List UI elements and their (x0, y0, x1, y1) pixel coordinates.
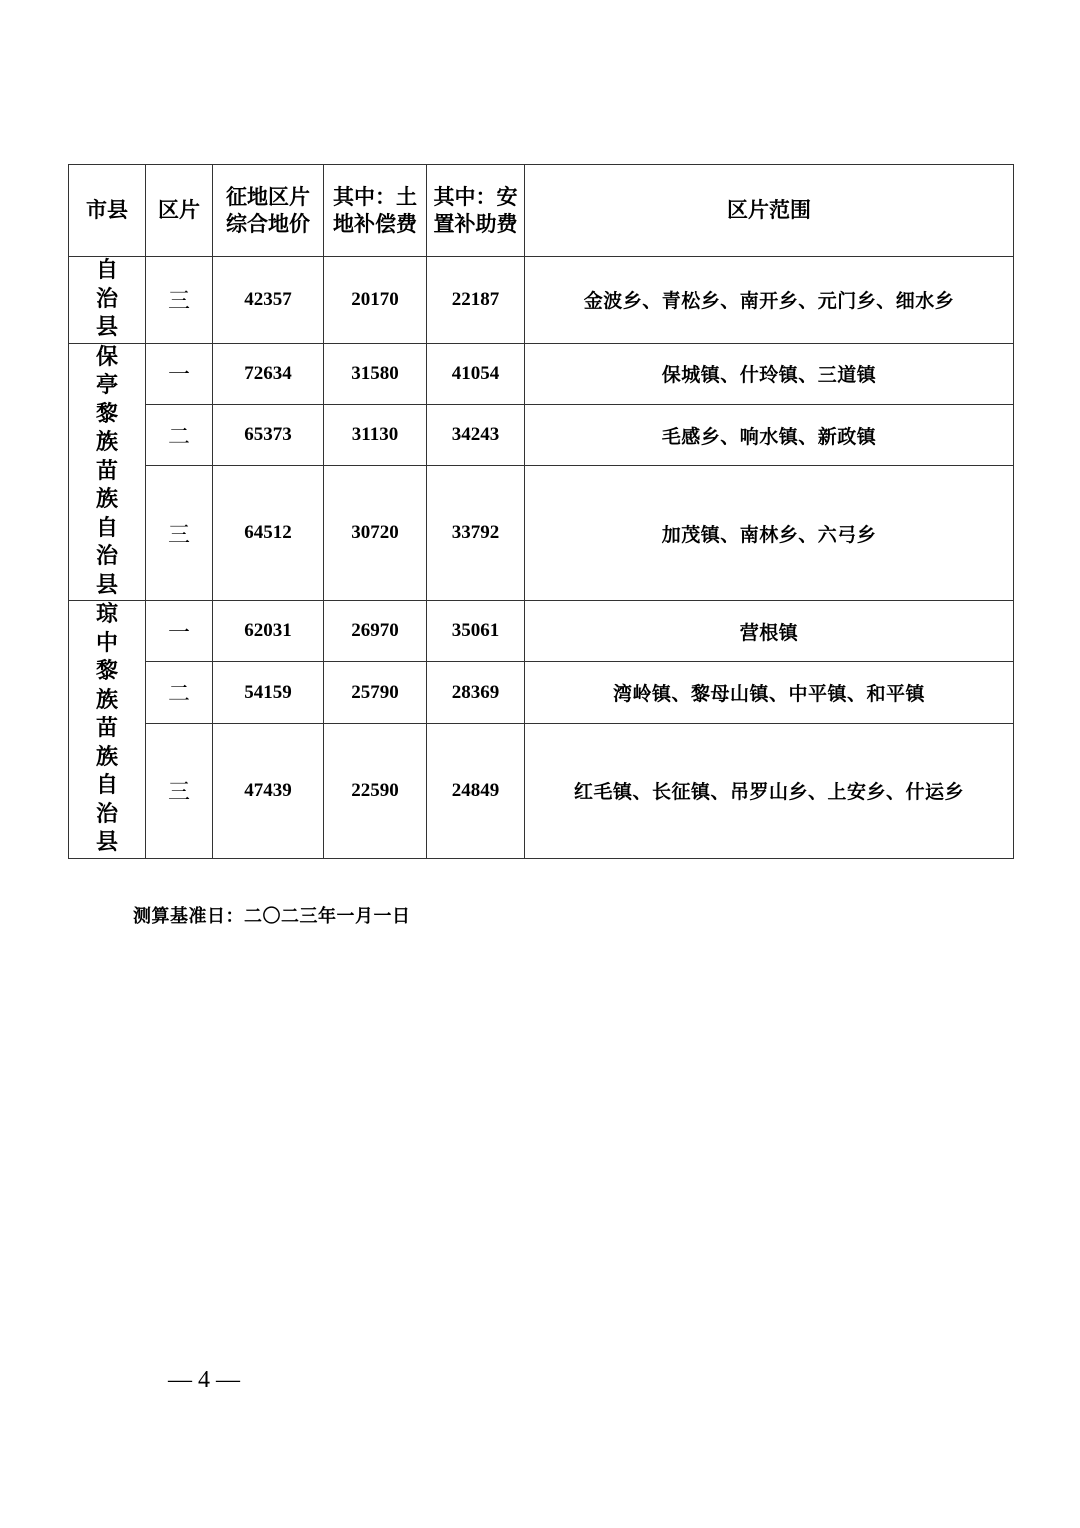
table-row (69, 466, 1014, 601)
zone-cell: 一 (146, 601, 213, 662)
price-cell: 72634 (213, 343, 324, 404)
header-county: 市县 (69, 165, 146, 257)
header-zone: 区片 (146, 165, 213, 257)
table-row (69, 404, 1014, 465)
range-cell: 保城镇、什玲镇、三道镇 (525, 343, 1014, 404)
zone-cell: 三 (146, 257, 213, 344)
resettle-cell: 41054 (427, 343, 525, 404)
county-cell: 自治县 (69, 257, 146, 344)
resettle-cell: 22187 (427, 257, 525, 344)
land-comp-cell: 30720 (324, 466, 427, 601)
land-comp-cell: 22590 (324, 723, 427, 858)
header-resettlement: 其中：安置补助费 (427, 165, 525, 257)
range-cell: 加茂镇、南林乡、六弓乡 (525, 466, 1014, 601)
resettle-cell: 34243 (427, 404, 525, 465)
resettle-cell: 24849 (427, 723, 525, 858)
land-comp-cell: 31130 (324, 404, 427, 465)
county-cell: 保亭黎族苗族自治县 (69, 343, 146, 601)
land-comp-cell: 25790 (324, 662, 427, 723)
county-cell: 琼中黎族苗族自治县 (69, 601, 146, 859)
resettle-cell: 28369 (427, 662, 525, 723)
table-row (69, 601, 1014, 662)
resettle-cell: 33792 (427, 466, 525, 601)
land-comp-cell: 26970 (324, 601, 427, 662)
table-row (69, 257, 1014, 344)
range-cell: 红毛镇、长征镇、吊罗山乡、上安乡、什运乡 (525, 723, 1014, 858)
zone-cell: 二 (146, 404, 213, 465)
price-cell: 65373 (213, 404, 324, 465)
land-comp-cell: 31580 (324, 343, 427, 404)
price-cell: 54159 (213, 662, 324, 723)
range-cell: 湾岭镇、黎母山镇、中平镇、和平镇 (525, 662, 1014, 723)
zone-cell: 二 (146, 662, 213, 723)
header-row (69, 165, 1014, 257)
price-cell: 42357 (213, 257, 324, 344)
resettle-cell: 35061 (427, 601, 525, 662)
base-date-note: 测算基准日：二〇二三年一月一日 (133, 906, 411, 927)
table-row (69, 662, 1014, 723)
range-cell: 毛感乡、响水镇、新政镇 (525, 404, 1014, 465)
header-land-compensation: 其中：土地补偿费 (324, 165, 427, 257)
table-row (69, 723, 1014, 858)
table-row (69, 343, 1014, 404)
price-cell: 47439 (213, 723, 324, 858)
zone-cell: 三 (146, 723, 213, 858)
zone-cell: 一 (146, 343, 213, 404)
page-number: — 4 — (168, 1367, 240, 1393)
header-price: 征地区片综合地价 (213, 165, 324, 257)
range-cell: 金波乡、青松乡、南开乡、元门乡、细水乡 (525, 257, 1014, 344)
header-range: 区片范围 (525, 165, 1014, 257)
land-price-table (68, 164, 1014, 859)
land-comp-cell: 20170 (324, 257, 427, 344)
price-cell: 62031 (213, 601, 324, 662)
price-cell: 64512 (213, 466, 324, 601)
range-cell: 营根镇 (525, 601, 1014, 662)
zone-cell: 三 (146, 466, 213, 601)
